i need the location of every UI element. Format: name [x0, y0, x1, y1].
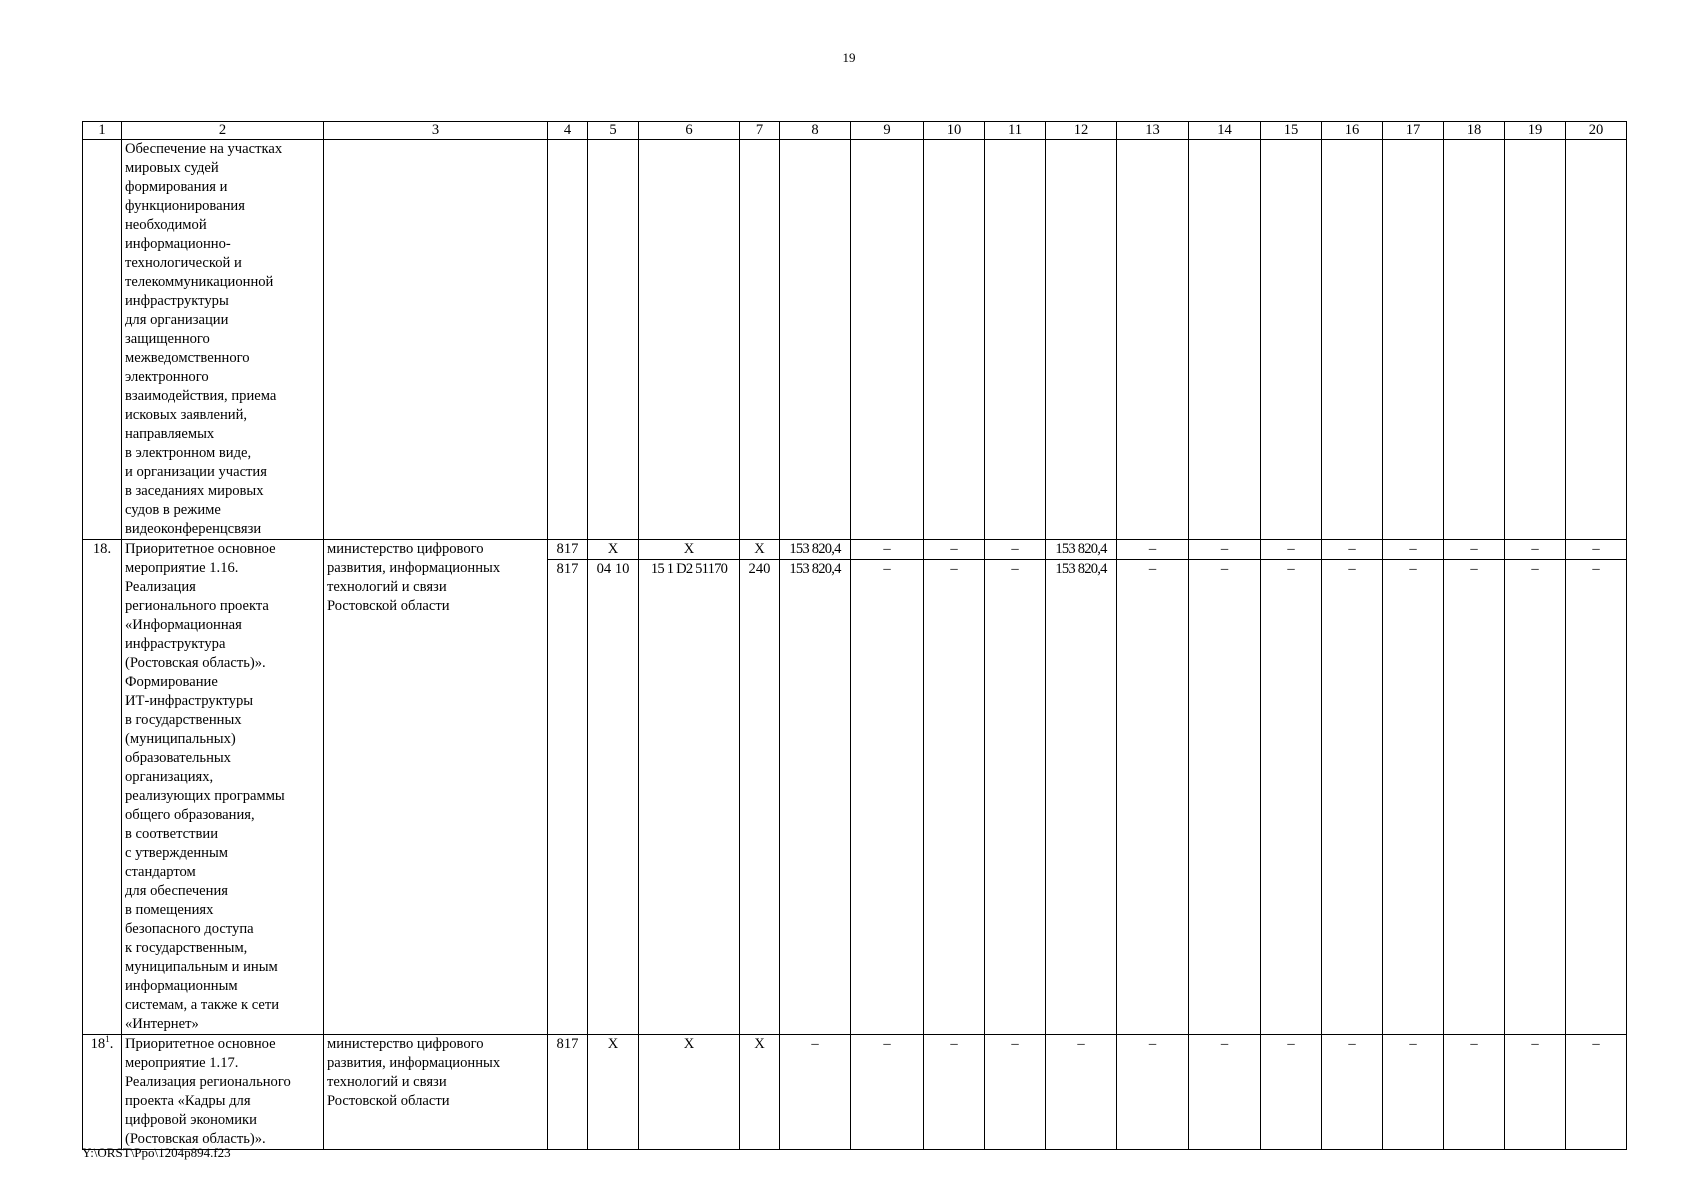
column-header: 8 — [780, 122, 851, 140]
cell-value: – — [1189, 540, 1261, 560]
cell-value: Х — [639, 540, 740, 560]
cell-value: – — [780, 1035, 851, 1150]
name-line: (Ростовская область)». — [125, 1131, 266, 1147]
name-line: общего образования, — [125, 807, 255, 823]
name-line: направляемых — [125, 426, 215, 442]
cell-value: – — [851, 1035, 924, 1150]
name-line: информационным — [125, 978, 238, 994]
column-header: 14 — [1189, 122, 1261, 140]
name-line: исковых заявлений, — [125, 407, 248, 423]
column-header: 16 — [1322, 122, 1383, 140]
name-line: образовательных — [125, 750, 231, 766]
column-header: 2 — [122, 122, 324, 140]
cell-value: – — [1261, 1035, 1322, 1150]
name-line: информационно- — [125, 236, 231, 252]
name-line: к государственным, — [125, 940, 248, 956]
name-line: для обеспечения — [125, 883, 228, 899]
column-header: 1 — [83, 122, 122, 140]
cell-value: – — [924, 1035, 985, 1150]
column-header: 6 — [639, 122, 740, 140]
column-header: 13 — [1117, 122, 1189, 140]
column-header: 10 — [924, 122, 985, 140]
header-row — [83, 122, 1627, 140]
name-line: телекоммуникационной — [125, 274, 274, 290]
name-line: регионального проекта — [125, 598, 269, 614]
column-header: 3 — [324, 122, 548, 140]
cell-value: – — [1383, 540, 1444, 560]
cell-value: 15 1 D2 51170 — [639, 560, 740, 1035]
row-number-suffix: . — [109, 1036, 114, 1052]
name-line: в соответствии — [125, 826, 218, 842]
cell-value: – — [1261, 540, 1322, 560]
cell-value: 817 — [548, 1035, 588, 1150]
name-line: взаимодействия, приема — [125, 388, 277, 404]
executor-line: развития, информационных — [327, 1055, 501, 1071]
cell-value: Х — [588, 540, 639, 560]
cell-value: – — [1189, 560, 1261, 1035]
cell-value: – — [1383, 560, 1444, 1035]
name-line: мероприятие 1.16. — [125, 560, 239, 576]
name-line: «Информационная — [125, 617, 242, 633]
cell-value: – — [924, 540, 985, 560]
cell-value: – — [1566, 560, 1627, 1035]
row-number — [83, 1035, 122, 1150]
name-line: проекта «Кадры для — [125, 1093, 251, 1109]
executor-line: развития, информационных — [327, 560, 501, 576]
cell-value: – — [985, 540, 1046, 560]
name-line: защищенного — [125, 331, 210, 347]
name-line: организациях, — [125, 769, 214, 785]
name-line: Приоритетное основное — [125, 1036, 276, 1052]
name-line: безопасного доступа — [125, 921, 254, 937]
cell-value: Х — [639, 1035, 740, 1150]
row-number-base: 18 — [90, 1036, 106, 1052]
cell-value: 240 — [740, 560, 780, 1035]
executor-line: министерство цифрового — [327, 1036, 484, 1052]
cell-value: – — [1322, 540, 1383, 560]
cell-value: 153 820,4 — [1046, 540, 1117, 560]
cell-value: – — [924, 560, 985, 1035]
cell-value: 153 820,4 — [780, 540, 851, 560]
cell-value: – — [851, 560, 924, 1035]
name-line: (Ростовская область)». — [125, 655, 266, 671]
cell-name — [122, 140, 324, 540]
cell-value: – — [1322, 1035, 1383, 1150]
column-header: 11 — [985, 122, 1046, 140]
column-header: 18 — [1444, 122, 1505, 140]
budget-table — [82, 121, 1627, 1150]
cell-value: 817 — [548, 540, 588, 560]
table-row-18 — [83, 540, 1627, 560]
cell-value: 153 820,4 — [1046, 560, 1117, 1035]
cell-value: – — [1046, 1035, 1117, 1150]
cell-name — [122, 540, 324, 1035]
cell-value: – — [1117, 560, 1189, 1035]
cell-value: Х — [588, 1035, 639, 1150]
cell-value: – — [1505, 540, 1566, 560]
name-line: мероприятие 1.17. — [125, 1055, 239, 1071]
name-line: ИТ-инфраструктуры — [125, 693, 254, 709]
column-header: 15 — [1261, 122, 1322, 140]
name-line: с утвержденным — [125, 845, 229, 861]
name-line: Реализация регионального — [125, 1074, 291, 1090]
cell-value: Х — [740, 540, 780, 560]
name-line: для организации — [125, 312, 229, 328]
cell-value: Х — [740, 1035, 780, 1150]
name-line: цифровой экономики — [125, 1112, 257, 1128]
cell-value: – — [1322, 560, 1383, 1035]
cell-value: – — [1444, 540, 1505, 560]
name-line: функционирования — [125, 198, 245, 214]
name-line: в заседаниях мировых — [125, 483, 264, 499]
name-line: Приоритетное основное — [125, 541, 276, 557]
executor-line: министерство цифрового — [327, 541, 484, 557]
cell-value: – — [1117, 540, 1189, 560]
executor-line: технологий и связи — [327, 1074, 447, 1090]
name-line: формирования и — [125, 179, 228, 195]
name-line: Реализация — [125, 579, 196, 595]
cell-value: – — [1444, 1035, 1505, 1150]
row-number: 18. — [83, 540, 122, 1035]
cell-value: – — [1505, 1035, 1566, 1150]
table-row-continued — [83, 140, 1627, 540]
cell-value: – — [1444, 560, 1505, 1035]
column-header: 4 — [548, 122, 588, 140]
name-line: инфраструктуры — [125, 293, 229, 309]
executor-line: Ростовской области — [327, 598, 450, 614]
cell-value: – — [1566, 540, 1627, 560]
column-header: 17 — [1383, 122, 1444, 140]
footer-file-path: Y:\ORST\Ppo\1204p894.f23 — [82, 1145, 231, 1160]
cell-value: – — [1117, 1035, 1189, 1150]
cell-value: 817 — [548, 560, 588, 1035]
cell-value: – — [1566, 1035, 1627, 1150]
column-header: 9 — [851, 122, 924, 140]
cell-value: – — [985, 560, 1046, 1035]
name-line: в государственных — [125, 712, 242, 728]
name-line: необходимой — [125, 217, 207, 233]
cell-value: 04 10 — [588, 560, 639, 1035]
name-line: Обеспечение на участках — [125, 141, 283, 157]
cell-name — [122, 1035, 324, 1150]
cell-value: – — [1505, 560, 1566, 1035]
name-line: Формирование — [125, 674, 218, 690]
name-line: системам, а также к сети — [125, 997, 280, 1013]
name-line: в помещениях — [125, 902, 214, 918]
name-line: технологической и — [125, 255, 242, 271]
cell-value: – — [851, 540, 924, 560]
executor-line: Ростовской области — [327, 1093, 450, 1109]
name-line: стандартом — [125, 864, 196, 880]
name-line: видеоконференцсвязи — [125, 521, 262, 537]
table-row-18-1 — [83, 1035, 1627, 1150]
name-line: и организации участия — [125, 464, 267, 480]
name-line: реализующих программы — [125, 788, 285, 804]
name-line: «Интернет» — [125, 1016, 199, 1032]
name-line: судов в режиме — [125, 502, 221, 518]
page-number: 19 — [842, 50, 856, 65]
name-line: инфраструктура — [125, 636, 226, 652]
column-header: 7 — [740, 122, 780, 140]
column-header: 20 — [1566, 122, 1627, 140]
cell-executor — [324, 1035, 548, 1150]
name-line: мировых судей — [125, 160, 219, 176]
cell-value: – — [1261, 560, 1322, 1035]
column-header: 19 — [1505, 122, 1566, 140]
executor-line: технологий и связи — [327, 579, 447, 595]
cell-value: – — [985, 1035, 1046, 1150]
name-line: электронного — [125, 369, 209, 385]
cell-executor — [324, 540, 548, 1035]
cell-value: 153 820,4 — [780, 560, 851, 1035]
row-number-sup: 1 — [105, 1034, 110, 1045]
column-header: 5 — [588, 122, 639, 140]
cell-number — [83, 140, 122, 540]
name-line: муниципальным и иным — [125, 959, 278, 975]
column-header: 12 — [1046, 122, 1117, 140]
name-line: в электронном виде, — [125, 445, 252, 461]
cell-value: – — [1189, 1035, 1261, 1150]
cell-value: – — [1383, 1035, 1444, 1150]
name-line: (муниципальных) — [125, 731, 236, 747]
name-line: межведомственного — [125, 350, 250, 366]
